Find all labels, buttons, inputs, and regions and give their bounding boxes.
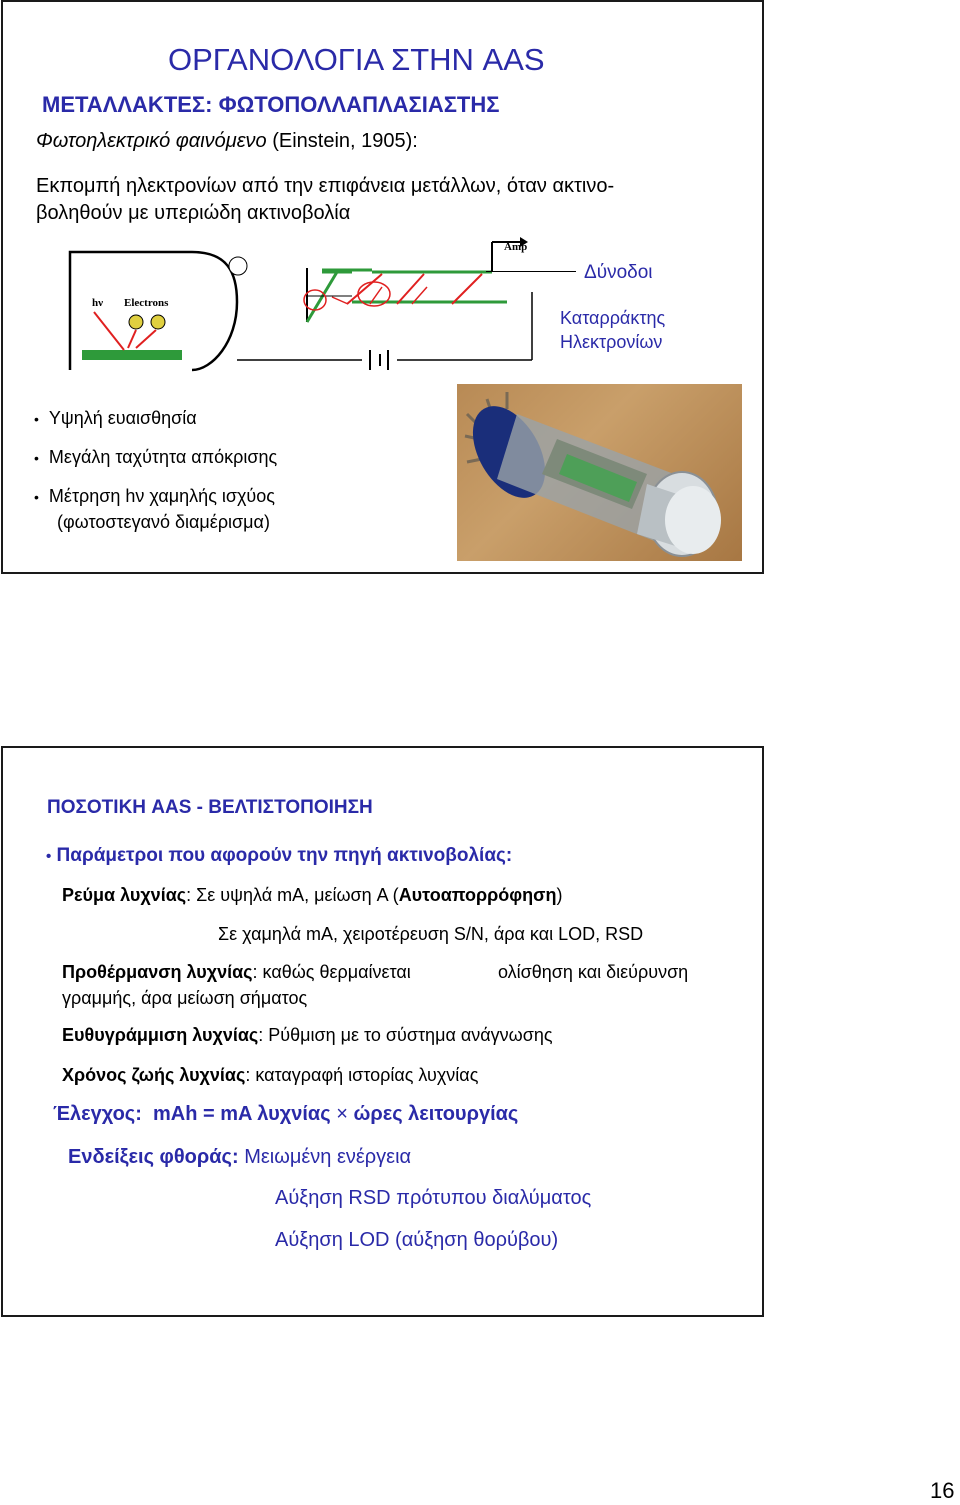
bullet-dot: • xyxy=(34,411,39,427)
check-formula-a: mAh = mA λυχνίας xyxy=(153,1103,331,1125)
params-text: Παράμετροι που αφορούν την πηγή ακτινοβολίας: xyxy=(56,845,513,866)
check-formula-b: ώρες λειτουργίας xyxy=(353,1103,519,1125)
electrons-label: Electrons xyxy=(124,297,169,309)
tube-illustration xyxy=(457,384,742,561)
emission-line-1: Εκπομπή ηλεκτρονίων από την επιφάνεια μετάλλων, όταν ακτινο- xyxy=(36,175,615,197)
page-number: 16 xyxy=(930,1478,955,1503)
preheat-line xyxy=(62,962,411,983)
preheat-line-2: γραμμής, άρα μείωση σήματος xyxy=(62,988,308,1008)
preheat-right: ολίσθηση και διεύρυνση xyxy=(498,962,689,982)
lamp-current-text-a: : Σε υψηλά mA, μείωση A ( xyxy=(186,885,399,905)
lamp-current-line xyxy=(62,885,562,906)
electron xyxy=(129,315,143,329)
photoelectric-effect-line xyxy=(36,130,418,153)
alignment-line xyxy=(62,1025,553,1046)
bullet-item xyxy=(34,408,197,429)
slide-1-title: ΟΡΓΑΝΟΛΟΓΙΑ ΣΤΗΝ AAS xyxy=(168,42,545,77)
bullet-text: Υψηλή ευαισθησία xyxy=(48,408,197,428)
lifetime-label: Χρόνος ζωής λυχνίας xyxy=(62,1065,246,1085)
wear-line xyxy=(68,1146,411,1169)
dynodes-leader-line xyxy=(486,271,576,272)
check-line xyxy=(53,1103,518,1126)
amp-label: Amp xyxy=(504,241,528,253)
emission-line-2: βοληθούν με υπεριώδη ακτινοβολία xyxy=(36,202,351,224)
photocathode xyxy=(82,350,182,360)
wear-item-1: Μειωμένη ενέργεια xyxy=(244,1146,412,1168)
preheat-text: : καθώς θερμαίνεται xyxy=(252,962,411,982)
label-cascade-2: Ηλεκτρονίων xyxy=(560,332,663,352)
params-heading xyxy=(46,845,512,867)
check-label: Έλεγχος: xyxy=(53,1103,142,1125)
times-icon: × xyxy=(336,1103,348,1125)
self-absorption: Αυτοαπορρόφηση xyxy=(398,885,557,905)
label-dynodes: Δύνοδοι xyxy=(584,262,653,283)
bullet-item xyxy=(34,447,277,468)
alignment-text: : Ρύθμιση με το σύστημα ανάγνωσης xyxy=(258,1025,553,1045)
bullet-continuation: (φωτοστεγανό διαμέρισμα) xyxy=(57,512,270,532)
lamp-current-label: Ρεύμα λυχνίας xyxy=(62,885,187,905)
slide-1-subtitle: ΜΕΤΑΛΛΑΚΤΕΣ: ΦΩΤΟΠΟΛΛΑΠΛΑΣΙΑΣΤΗΣ xyxy=(42,92,500,117)
label-cascade-1: Καταρράκτης xyxy=(560,308,666,328)
bullet-dot: • xyxy=(34,489,39,505)
lamp-current-low: Σε χαμηλά mA, χειροτέρευση S/N, άρα και LOD, RSD xyxy=(218,924,644,944)
bullet-dot: • xyxy=(34,450,39,466)
photoelectric-effect-italic: Φωτοηλεκτρικό φαινόμενο xyxy=(36,130,267,152)
lifetime-line xyxy=(62,1065,478,1086)
lamp-current-text-b: ) xyxy=(556,885,563,905)
bullet-text: Μεγάλη ταχύτητα απόκρισης xyxy=(48,447,278,467)
photoelectric-effect-rest: (Einstein, 1905): xyxy=(266,130,418,152)
bullet-text: Μέτρηση hν χαμηλής ισχύος xyxy=(48,486,275,506)
highlight-circles xyxy=(300,278,400,318)
wear-label: Ενδείξεις φθοράς: xyxy=(68,1146,239,1168)
alignment-label: Ευθυγράμμιση λυχνίας xyxy=(62,1025,259,1045)
slide-2-title: ΠΟΣΟΤΙΚΗ AAS - ΒΕΛΤΙΣΤΟΠΟΙΗΣΗ xyxy=(47,797,373,818)
bullet-item xyxy=(34,486,275,507)
photomultiplier-photo xyxy=(457,384,742,561)
electron xyxy=(151,315,165,329)
lifetime-text: : καταγραφή ιστορίας λυχνίας xyxy=(245,1065,479,1085)
wear-item-2: Αύξηση RSD πρότυπου διαλύματος xyxy=(275,1187,592,1209)
preheat-label: Προθέρμανση λυχνίας xyxy=(62,962,253,982)
wear-item-3: Αύξηση LOD (αύξηση θορύβου) xyxy=(275,1229,559,1251)
bullet-dot: • xyxy=(46,848,52,865)
hv-label: hν xyxy=(92,297,104,309)
